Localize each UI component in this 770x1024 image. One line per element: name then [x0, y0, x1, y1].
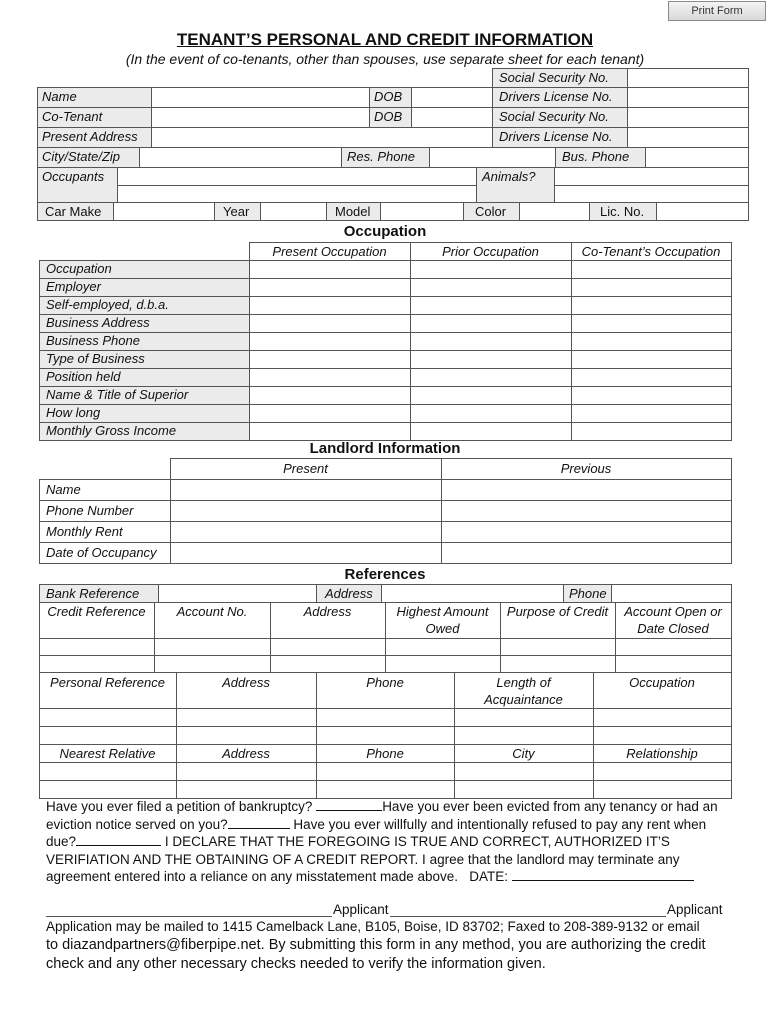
drivers-license-field-2[interactable] [628, 128, 748, 147]
occupation-input-cell[interactable] [249, 314, 411, 333]
occupation-input-cell[interactable] [249, 350, 411, 369]
co-tenant-label: Co-Tenant [42, 109, 103, 124]
credit-input-cell[interactable] [39, 638, 155, 656]
form-title: TENANT’S PERSONAL AND CREDIT INFORMATION [176, 30, 594, 49]
applicant-signature-line-2[interactable] [390, 916, 666, 917]
occupants-field[interactable] [118, 168, 476, 202]
relative-input-cell[interactable] [454, 780, 594, 799]
bank-phone-label: Phone [569, 586, 607, 601]
occupation-column-label-2: Prior Occupation [442, 244, 539, 259]
landlord-input-cell[interactable] [170, 479, 442, 501]
occupation-input-cell[interactable] [249, 296, 411, 315]
relative-input-cell[interactable] [39, 780, 177, 799]
refused-rent-question: Have you ever willfully and intentionally refused to pay any rent when due? [46, 816, 707, 849]
city-state-zip-label: City/State/Zip [42, 149, 121, 164]
credit-input-cell[interactable] [385, 638, 501, 656]
relative-column-label-address: Address [222, 746, 270, 761]
credit-column-label-purpose-of-credit: Purpose of Credit [506, 604, 609, 619]
landlord-column-label-1: Present [283, 461, 328, 476]
occupation-row-position-held: Position held [46, 369, 121, 384]
eviction-answer[interactable] [228, 816, 290, 829]
ssn-field-1[interactable] [628, 69, 748, 87]
ssn-field-2[interactable] [628, 108, 748, 127]
personal-column-label-address: Address [222, 675, 270, 690]
landlord-heading: Landlord Information [309, 440, 461, 457]
occupation-row-business-address: Business Address [46, 315, 150, 330]
res-phone-field[interactable] [430, 148, 555, 167]
credit-column-label-address: Address [303, 604, 352, 619]
declaration-statement: I DECLARE THAT THE FOREGOING IS TRUE AND CORRECT, AUTHORIZED IT’S VERIFIATION AND THE OBTAINING OF A CREDIT REPORT. I agree that the landlord may terminate any agreement entered into a reliance on any misstatement made above. [46, 834, 680, 884]
personal-input-cell[interactable] [39, 726, 177, 745]
name-label: Name [42, 89, 77, 104]
credit-input-cell[interactable] [615, 655, 732, 673]
ssn-label-1: Social Security No. [499, 70, 609, 85]
dob-field-2[interactable] [412, 108, 492, 127]
year-field[interactable] [261, 203, 326, 220]
occupation-input-cell[interactable] [410, 314, 572, 333]
refused-rent-answer[interactable] [76, 833, 161, 846]
landlord-input-cell[interactable] [170, 542, 442, 564]
relative-input-cell[interactable] [316, 780, 455, 799]
occupation-input-cell[interactable] [571, 386, 732, 405]
personal-input-cell[interactable] [176, 726, 317, 745]
personal-input-cell[interactable] [593, 726, 732, 745]
bankruptcy-answer[interactable] [316, 798, 382, 811]
personal-column-label-length-of-acquaintance: Length of Acquaintance [484, 675, 563, 707]
lic-no-label: Lic. No. [600, 204, 645, 219]
date-field[interactable] [512, 868, 694, 881]
credit-input-cell[interactable] [39, 655, 155, 673]
relative-input-cell[interactable] [593, 762, 732, 781]
dob-field-1[interactable] [412, 88, 492, 107]
applicant-label-2: Applicant [667, 902, 723, 917]
occupants-label: Occupants [42, 169, 105, 184]
landlord-row-monthly-rent: Monthly Rent [46, 524, 123, 539]
occupation-column-label-1: Present Occupation [272, 244, 387, 259]
credit-input-cell[interactable] [270, 655, 386, 673]
personal-column-label-occupation: Occupation [629, 675, 695, 690]
landlord-row-name: Name [46, 482, 81, 497]
credit-column-label-highest-amount-owed: Highest Amount Owed [396, 604, 489, 636]
personal-input-cell[interactable] [316, 726, 455, 745]
occupation-input-cell[interactable] [249, 404, 411, 423]
car-make-label: Car Make [45, 204, 102, 219]
occupation-input-cell[interactable] [571, 332, 732, 351]
occupation-input-cell[interactable] [410, 350, 572, 369]
model-label: Model [335, 204, 371, 219]
credit-input-cell[interactable] [270, 638, 386, 656]
form-subtitle: (In the event of co-tenants, other than spouses, use separate sheet for each tenant) [125, 51, 645, 67]
occupation-input-cell[interactable] [571, 278, 732, 297]
landlord-input-cell[interactable] [170, 500, 442, 522]
relative-column-label-phone: Phone [366, 746, 404, 761]
occupation-input-cell[interactable] [410, 296, 572, 315]
personal-input-cell[interactable] [39, 708, 177, 727]
landlord-input-cell[interactable] [441, 500, 732, 522]
ssn-label-2: Social Security No. [499, 109, 609, 124]
credit-input-cell[interactable] [385, 655, 501, 673]
occupation-input-cell[interactable] [249, 368, 411, 387]
personal-input-cell[interactable] [454, 708, 594, 727]
credit-input-cell[interactable] [154, 655, 271, 673]
eviction-question: Have you ever been evicted from any tenancy or had an eviction notice served on you? [46, 799, 718, 832]
occupation-input-cell[interactable] [410, 386, 572, 405]
credit-input-cell[interactable] [615, 638, 732, 656]
occupation-row-business-phone: Business Phone [46, 333, 140, 348]
relative-input-cell[interactable] [176, 762, 317, 781]
occupation-row-type-of-business: Type of Business [46, 351, 145, 366]
animals-field[interactable] [555, 168, 748, 202]
occupation-row-how-long: How long [46, 405, 101, 420]
personal-input-cell[interactable] [316, 708, 455, 727]
res-phone-label: Res. Phone [347, 149, 415, 164]
occupation-row-self-employed-d-b-a: Self-employed, d.b.a. [46, 297, 169, 312]
bank-phone-field[interactable] [612, 585, 731, 602]
color-field[interactable] [520, 203, 589, 220]
occupation-input-cell[interactable] [410, 404, 572, 423]
occupation-input-cell[interactable] [571, 404, 732, 423]
credit-input-cell[interactable] [500, 638, 616, 656]
bank-address-label: Address [325, 586, 373, 601]
occupation-input-cell[interactable] [410, 260, 572, 279]
name-field[interactable] [152, 88, 369, 107]
present-address-field[interactable] [152, 128, 492, 147]
credit-input-cell[interactable] [154, 638, 271, 656]
drivers-license-label-2: Drivers License No. [499, 129, 613, 144]
year-label: Year [223, 204, 250, 219]
date-label: DATE: [469, 869, 509, 884]
occupation-column-label-3: Co-Tenant’s Occupation [581, 244, 721, 259]
personal-input-cell[interactable] [593, 708, 732, 727]
city-state-zip-field[interactable] [140, 148, 341, 167]
occupation-row-occupation: Occupation [46, 261, 112, 276]
bus-phone-field[interactable] [646, 148, 748, 167]
credit-column-label-credit-reference: Credit Reference [47, 604, 146, 619]
present-address-label: Present Address [42, 129, 138, 144]
occupation-row-employer: Employer [46, 279, 101, 294]
occupation-input-cell[interactable] [410, 278, 572, 297]
relative-column-label-nearest-relative: Nearest Relative [59, 746, 156, 761]
dob-label-1: DOB [374, 89, 403, 104]
relative-column-label-relationship: Relationship [626, 746, 698, 761]
drivers-license-label-1: Drivers License No. [499, 89, 613, 104]
bus-phone-label: Bus. Phone [562, 149, 630, 164]
applicant-label-1: Applicant [333, 902, 389, 917]
relative-input-cell[interactable] [316, 762, 455, 781]
landlord-input-cell[interactable] [170, 521, 442, 543]
bank-reference-label: Bank Reference [46, 586, 140, 601]
dob-label-2: DOB [374, 109, 403, 124]
lic-no-field[interactable] [657, 203, 748, 220]
landlord-input-cell[interactable] [441, 542, 732, 564]
occupation-input-cell[interactable] [249, 422, 411, 441]
occupation-input-cell[interactable] [410, 422, 572, 441]
relative-column-label-city: City [512, 746, 535, 761]
applicant-signature-line-1[interactable] [46, 916, 332, 917]
landlord-input-cell[interactable] [441, 521, 732, 543]
personal-input-cell[interactable] [176, 708, 317, 727]
occupation-input-cell[interactable] [410, 368, 572, 387]
credit-column-label-account-open-or-date-closed: Account Open or Date Closed [624, 604, 722, 636]
occupation-input-cell[interactable] [571, 260, 732, 279]
occupation-input-cell[interactable] [571, 314, 732, 333]
occupation-input-cell[interactable] [571, 296, 732, 315]
occupation-input-cell[interactable] [249, 386, 411, 405]
occupation-input-cell[interactable] [571, 368, 732, 387]
credit-input-cell[interactable] [500, 655, 616, 673]
relative-input-cell[interactable] [39, 762, 177, 781]
occupation-input-cell[interactable] [571, 422, 732, 441]
bank-reference-field[interactable] [159, 585, 316, 602]
car-make-field[interactable] [114, 203, 214, 220]
email-authorization: to diazandpartners@fiberpipe.net. By submitting this form in any method, you are authorizing the credit check and any other necessary checks needed to verify the information given. [46, 937, 706, 972]
landlord-row-phone-number: Phone Number [46, 503, 134, 518]
occupation-row-name-title-of-superior: Name & Title of Superior [46, 387, 189, 402]
declaration-text [46, 798, 736, 886]
animals-label: Animals? [482, 169, 536, 184]
landlord-row-date-of-occupancy: Date of Occupancy [46, 545, 157, 560]
print-form-button[interactable]: Print Form [668, 1, 766, 21]
occupation-heading: Occupation [343, 223, 427, 240]
occupation-row-monthly-gross-income: Monthly Gross Income [46, 423, 177, 438]
occupation-input-cell[interactable] [410, 332, 572, 351]
personal-column-label-personal-reference: Personal Reference [50, 675, 165, 690]
credit-column-label-account-no: Account No. [176, 604, 248, 619]
personal-column-label-phone: Phone [366, 675, 404, 690]
color-label: Color [475, 204, 507, 219]
bankruptcy-question: Have you ever filed a petition of bankruptcy? [46, 799, 313, 814]
personal-input-cell[interactable] [454, 726, 594, 745]
references-heading: References [344, 566, 426, 583]
relative-input-cell[interactable] [593, 780, 732, 799]
bank-address-field[interactable] [382, 585, 563, 602]
co-tenant-field[interactable] [152, 108, 369, 127]
landlord-input-cell[interactable] [441, 479, 732, 501]
relative-input-cell[interactable] [176, 780, 317, 799]
occupation-input-cell[interactable] [249, 260, 411, 279]
occupation-input-cell[interactable] [249, 278, 411, 297]
mailing-instructions: Application may be mailed to 1415 Camelback Lane, B105, Boise, ID 83702; Faxed to 208-389-9132 or email [46, 919, 700, 934]
landlord-column-label-2: Previous [560, 461, 612, 476]
model-field[interactable] [381, 203, 463, 220]
relative-input-cell[interactable] [454, 762, 594, 781]
occupation-input-cell[interactable] [571, 350, 732, 369]
drivers-license-field-1[interactable] [628, 88, 748, 107]
occupation-input-cell[interactable] [249, 332, 411, 351]
